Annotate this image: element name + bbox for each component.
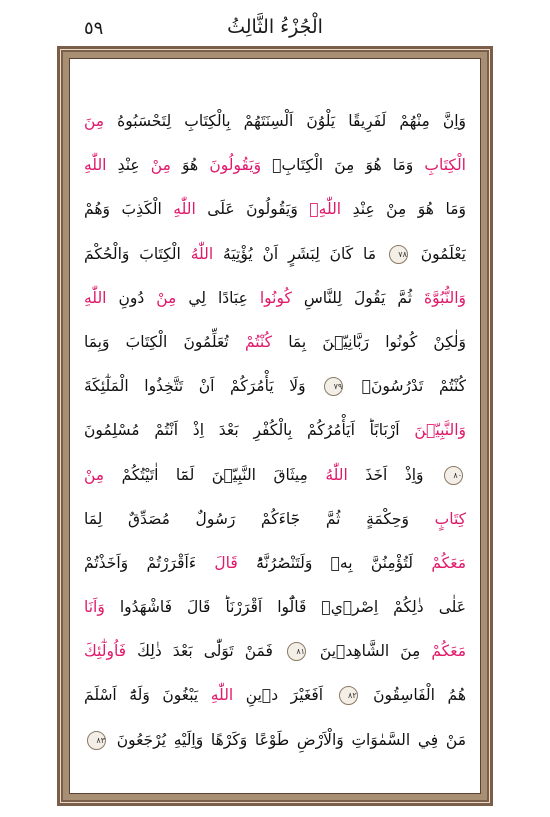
verse-text: وَحِكْمَةٍ ثُمَّ جَٓاءَكُمْ رَسُولٌ مُصَدِّقٌ لِمَا bbox=[84, 509, 435, 528]
text-line bbox=[84, 408, 466, 452]
ayah-number-marker: ٨١ bbox=[287, 642, 306, 661]
verse-text: ءَاَقْرَرْتُمْ وَاَخَذْتُمْ bbox=[84, 553, 215, 572]
verse-text: هُوَ bbox=[170, 156, 210, 175]
highlighted-word: كُونُوا bbox=[259, 288, 292, 307]
highlighted-word: اللّٰهِ bbox=[84, 288, 107, 307]
ayah-number-marker: ٧٩ bbox=[324, 377, 343, 396]
verse-text: مَنْ فِي السَّمٰوَاتِ وَالْاَرْضِ طَوْعًا وَكَرْهًا وَاِلَيْهِ يُرْجَعُونَ bbox=[109, 730, 466, 749]
text-line bbox=[84, 320, 466, 364]
highlighted-word: وَالنَّبِيّٖنَ bbox=[414, 421, 466, 440]
verse-text: وَمَا هُوَ مِنْ عِنْدِ bbox=[341, 200, 466, 219]
verse-text: هُمُ الْفَاسِقُونَ bbox=[360, 686, 466, 705]
highlighted-word: مِنْ bbox=[150, 156, 171, 175]
text-line bbox=[84, 541, 466, 585]
quran-text-lines bbox=[84, 99, 466, 762]
verse-text: مِيثَاقَ النَّبِيّٖنَ لَمَٓا اٰتَيْتُكُمْ bbox=[104, 465, 326, 484]
text-panel bbox=[69, 58, 481, 794]
ayah-number-marker: ٧٨ bbox=[389, 245, 408, 264]
page-number: ٥٩ bbox=[84, 18, 104, 39]
verse-text: ثُمَّ يَقُولَ لِلنَّاسِ bbox=[291, 288, 425, 307]
highlighted-word: وَيَقُولُونَ bbox=[209, 156, 262, 175]
ayah-number-marker: ٨٠ bbox=[444, 466, 463, 485]
verse-text: الْكِتَابَ وَالْحُكْمَ bbox=[84, 244, 191, 263]
highlighted-word: قَالَ bbox=[214, 553, 238, 572]
text-line bbox=[84, 99, 466, 143]
verse-text: عَلٰى ذٰلِكُمْ اِصْرٖيۜ قَالُٓوا اَقْرَرْنَاؕ قَالَ فَاشْهَدُوا bbox=[104, 598, 466, 617]
highlighted-word: مَعَكُمْ bbox=[431, 642, 466, 661]
verse-text: وَاِذْ اَخَذَ bbox=[347, 465, 441, 484]
verse-text: وَمَا هُوَ مِنَ الْكِتَابِۚ bbox=[261, 156, 425, 175]
text-line bbox=[84, 453, 466, 497]
page-header bbox=[0, 10, 550, 50]
ornamental-frame bbox=[57, 46, 493, 806]
text-line bbox=[84, 364, 466, 408]
highlighted-word: اللّٰهُ bbox=[190, 244, 214, 263]
text-line bbox=[84, 187, 466, 231]
text-line bbox=[84, 232, 466, 276]
verse-text: تُعَلِّمُونَ الْكِتَابَ وَبِمَا bbox=[84, 332, 245, 351]
verse-text: كُنْتُمْ تَدْرُسُونَۙ bbox=[346, 377, 466, 396]
highlighted-word: مَعَكُمْ bbox=[431, 553, 466, 572]
highlighted-word: اللّٰهُ bbox=[325, 465, 348, 484]
juz-title: الْجُزْءُ الثَّالِثُ bbox=[227, 16, 323, 38]
verse-text: مَا كَانَ لِبَشَرٍ اَنْ يُؤْتِيَهُ bbox=[213, 244, 386, 263]
verse-text: وَاِنَّ مِنْهُمْ لَفَرِيقًا يَلْوُنَ اَلْسِنَتَهُمْ بِالْكِتَابِ لِتَحْسَبُوهُ bbox=[104, 112, 466, 130]
text-line bbox=[84, 497, 466, 541]
highlighted-word: اللّٰهِۚ bbox=[309, 200, 342, 219]
ayah-number-marker: ٨٢ bbox=[339, 686, 358, 705]
text-line bbox=[84, 629, 466, 673]
highlighted-word: اللّٰهِ bbox=[210, 686, 234, 705]
verse-text: الْكَذِبَ وَهُمْ bbox=[84, 200, 174, 219]
highlighted-word: وَاَنَا bbox=[84, 598, 105, 617]
verse-text: عِبَادًا لِي bbox=[176, 288, 260, 307]
highlighted-word: كِتَابٍ bbox=[434, 509, 466, 528]
verse-text: وَيَقُولُونَ عَلَى bbox=[195, 200, 310, 219]
text-line bbox=[84, 585, 466, 629]
verse-text: وَلَا يَأْمُرَكُمْ اَنْ تَتَّخِذُوا الْمَلٰٓئِكَةَ bbox=[84, 377, 322, 396]
highlighted-word: اللّٰهِ bbox=[84, 156, 107, 175]
text-line bbox=[84, 276, 466, 320]
verse-text: لَتُؤْمِنُنَّ بِهٖ وَلَتَنْصُرُنَّهُؕ bbox=[237, 553, 432, 572]
verse-text: اَفَغَيْرَ دٖينِ bbox=[233, 686, 336, 705]
highlighted-word: مِنَ bbox=[84, 112, 105, 130]
highlighted-word: مِنْ bbox=[156, 288, 177, 307]
verse-text: اَرْبَابًاؕ اَيَأْمُرُكُمْ بِالْكُفْرِ بَعْدَ اِذْ اَنْتُمْ مُسْلِمُونَ bbox=[84, 421, 415, 440]
verse-text: يَبْغُونَ وَلَهُٓ اَسْلَمَ bbox=[84, 686, 211, 705]
text-line bbox=[84, 143, 466, 187]
highlighted-word: اللّٰهِ bbox=[173, 200, 196, 219]
highlighted-word: فَاُولٰٓئِكَ bbox=[84, 642, 127, 661]
verse-text: وَلٰكِنْ كُونُوا رَبَّانِيّٖنَ بِمَا bbox=[272, 332, 466, 351]
text-line bbox=[84, 673, 466, 717]
highlighted-word: الْكِتَابِ bbox=[424, 156, 466, 175]
verse-text: مِنَ الشَّاهِدٖينَ bbox=[308, 642, 432, 661]
verse-text: عِنْدِ bbox=[106, 156, 151, 175]
highlighted-word: مِنْ bbox=[84, 465, 105, 484]
highlighted-word: كُنْتُمْ bbox=[244, 332, 272, 351]
verse-text: يَعْلَمُونَ bbox=[410, 244, 466, 263]
ayah-number-marker: ٨٣ bbox=[87, 731, 106, 750]
text-line bbox=[84, 718, 466, 762]
highlighted-word: وَالنُّبُوَّةَ bbox=[424, 288, 466, 307]
verse-text: دُونِ bbox=[106, 288, 157, 307]
verse-text: فَمَنْ تَوَلّٰى بَعْدَ ذٰلِكَ bbox=[126, 642, 284, 661]
